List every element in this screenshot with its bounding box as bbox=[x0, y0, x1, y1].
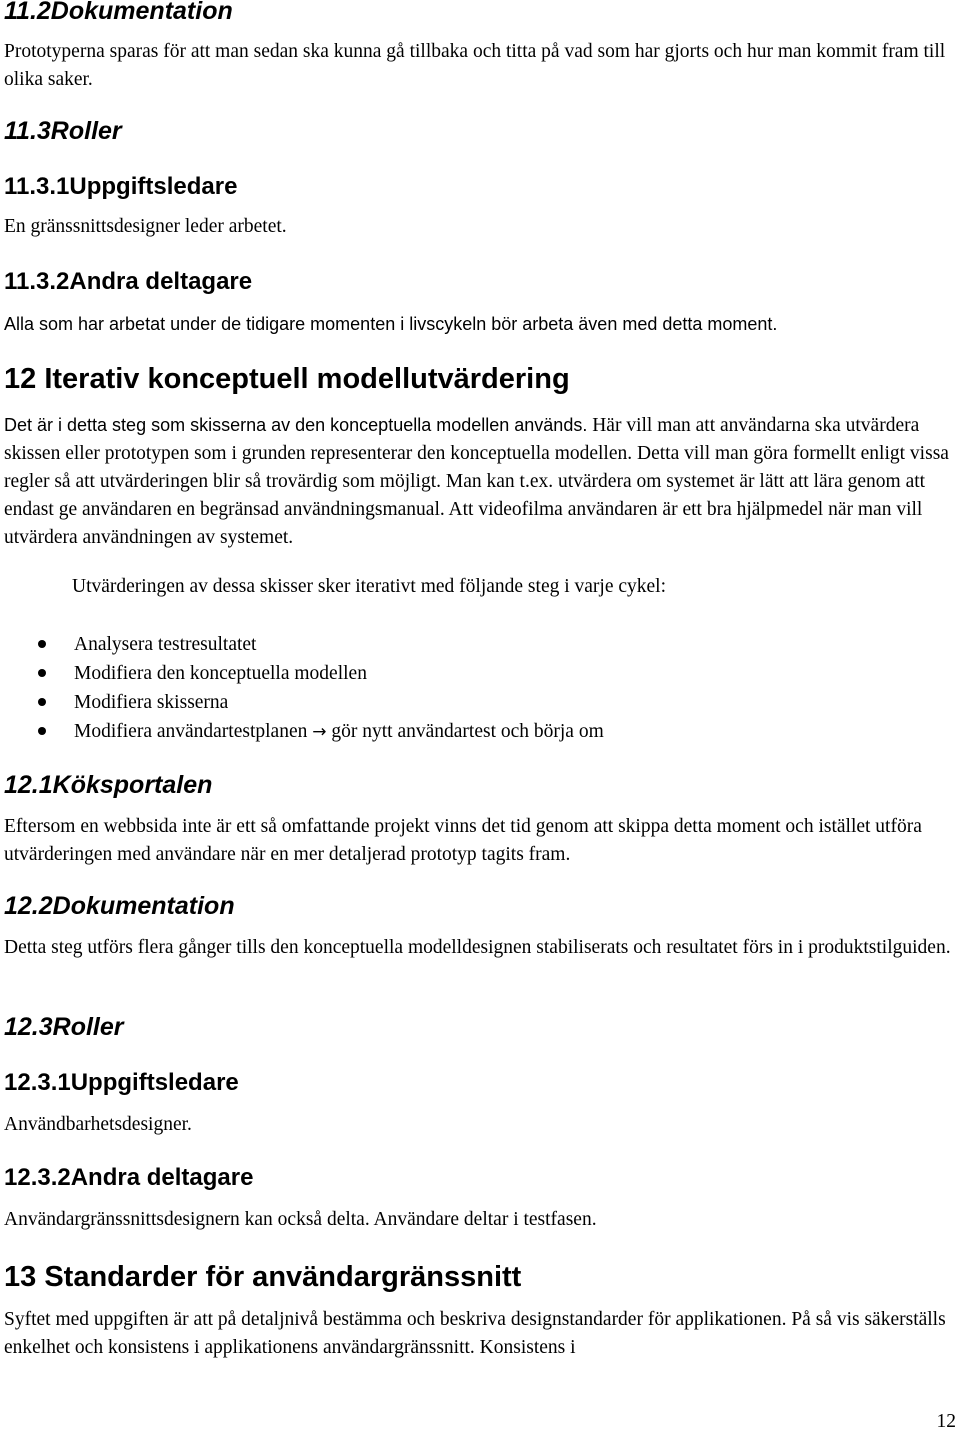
bullet-icon bbox=[38, 698, 46, 706]
heading-12: 12 Iterativ konceptuell modellutvärdering bbox=[4, 363, 570, 395]
steps-intro: Utvärderingen av dessa skisser sker iterativt med följande steg i varje cykel: bbox=[72, 576, 667, 597]
paragraph-12-3-1: Användbarhetsdesigner. bbox=[4, 1114, 192, 1135]
paragraph-11-3-1: En gränssnittsdesigner leder arbetet. bbox=[4, 216, 287, 237]
paragraph-12 bbox=[4, 411, 954, 552]
heading-11-3-1: 11.3.1Uppgiftsledare bbox=[4, 173, 238, 200]
paragraph-12-1: Eftersom en webbsida inte är ett så omfattande projekt vinns det tid genom att skippa detta moment och istället utföra utvärderingen med användare när en mer detaljerad prototyp tagits fram. bbox=[4, 816, 922, 865]
heading-12-3: 12.3Roller bbox=[4, 1013, 124, 1041]
paragraph-12-2: Detta steg utförs flera gånger tills den konceptuella modelldesignen stabiliserats och resultatet förs in i produktstilguiden. bbox=[4, 937, 951, 958]
heading-11-3: 11.3Roller bbox=[4, 117, 122, 145]
bullet-icon bbox=[38, 669, 46, 677]
arrow-right-icon: → bbox=[312, 722, 327, 742]
paragraph-12-3-2: Användargränssnittsdesignern kan också delta. Användare deltar i testfasen. bbox=[4, 1209, 597, 1230]
heading-12-2: 12.2Dokumentation bbox=[4, 892, 235, 920]
heading-12-3-1: 12.3.1Uppgiftsledare bbox=[4, 1069, 239, 1096]
page-number: 12 bbox=[936, 1411, 956, 1432]
step4-before: Modifiera användartestplanen bbox=[74, 721, 313, 742]
list-item-text: Modifiera skisserna bbox=[74, 692, 229, 713]
paragraph-12-lead: Det är i detta steg som skisserna av den konceptuella modellen används. bbox=[4, 415, 588, 435]
heading-12-1: 12.1Köksportalen bbox=[4, 771, 213, 799]
heading-13: 13 Standarder för användargränssnitt bbox=[4, 1261, 522, 1293]
heading-11-3-2: 11.3.2Andra deltagare bbox=[4, 268, 253, 295]
paragraph-11-2: Prototyperna sparas för att man sedan ska kunna gå tillbaka och titta på vad som har gjorts och hur man kommit fram till olika saker. bbox=[4, 41, 946, 90]
paragraph-12-rest: Här vill man att användarna ska utvärdera skissen eller prototypen som i grunden representerar den konceptuella modellen. Detta vill man göra formellt enligt vissa regler så att utvärderingen blir så trovärdig som möjligt. Man kan t.ex. utvärdera om systemet är lätt att lära genom att endast ge användaren en begränsad användningsmanual. Att videofilma användaren är ett bra hjälpmedel när man vill utvärdera användningen av systemet. bbox=[4, 415, 949, 548]
list-item-text bbox=[74, 717, 604, 747]
list-item-text: Modifiera den konceptuella modellen bbox=[74, 663, 367, 684]
bullet-icon bbox=[38, 640, 46, 648]
paragraph-11-3-2: Alla som har arbetat under de tidigare momenten i livscykeln bör arbeta även med detta moment. bbox=[4, 314, 778, 334]
heading-11-2: 11.2Dokumentation bbox=[4, 0, 233, 25]
bullet-icon bbox=[38, 727, 46, 735]
step4-after: gör nytt användartest och börja om bbox=[326, 721, 604, 742]
paragraph-13: Syftet med uppgiften är att på detaljnivå bestämma och beskriva designstandarder för applikationen. På så vis säkerställs enkelhet och konsistens i applikationens användargränssnitt. Konsistens i bbox=[4, 1309, 946, 1358]
list-item-text: Analysera testresultatet bbox=[74, 634, 257, 655]
heading-12-3-2: 12.3.2Andra deltagare bbox=[4, 1164, 254, 1191]
